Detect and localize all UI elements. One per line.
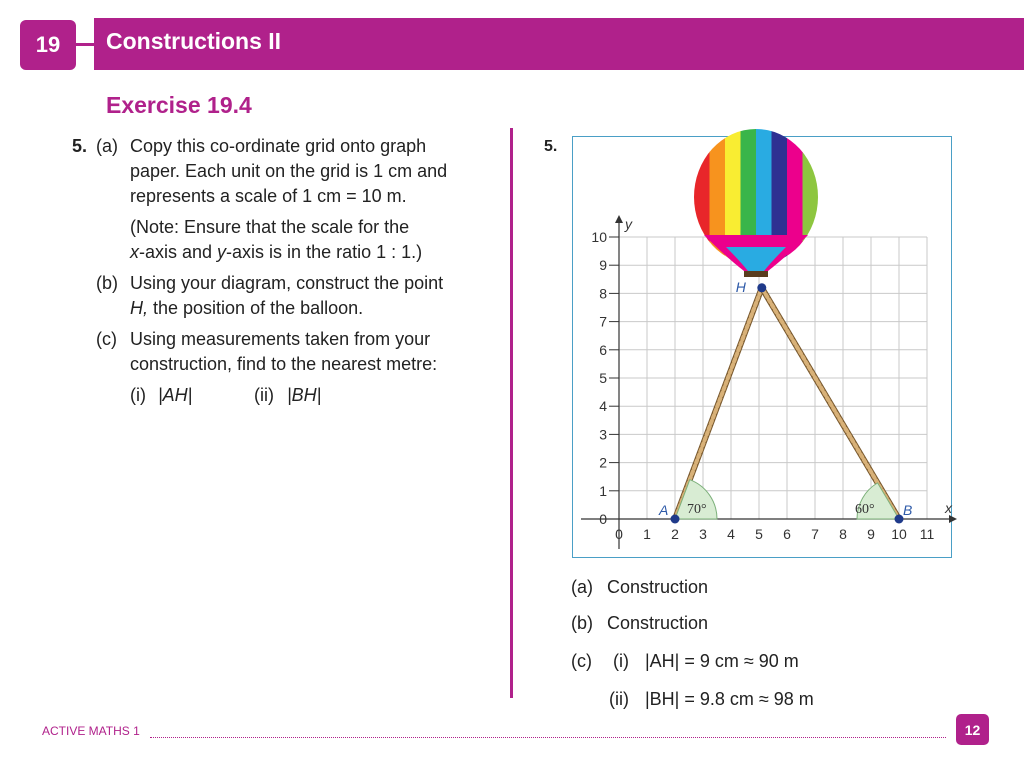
point-h-label: H <box>735 278 746 295</box>
sub-ii-label: (ii) <box>254 385 274 405</box>
page-number-badge <box>956 714 989 745</box>
note-line1: (Note: Ensure that the scale for the <box>130 217 410 237</box>
part-c-label: (c) <box>96 329 117 349</box>
chapter-connector <box>76 43 96 46</box>
sub-ii-value: |BH| <box>287 385 322 405</box>
part-a-line2: paper. Each unit on the grid is 1 cm and <box>130 161 448 181</box>
exercise-title: Exercise 19.4 <box>106 92 252 118</box>
part-a-text <box>130 134 447 209</box>
part-a-line3: represents a scale of 1 cm = 10 m. <box>130 186 407 206</box>
part-b-text <box>130 271 443 321</box>
y-tick-label: 7 <box>599 313 607 330</box>
point-a-label: A <box>659 502 669 518</box>
page-number: 12 <box>964 721 981 738</box>
balloon-stripe <box>787 129 803 279</box>
part-c-line1: Using measurements taken from your <box>130 329 431 349</box>
x-tick-label: 1 <box>643 526 651 542</box>
footer-dotted-line <box>150 737 946 738</box>
balloon-diagram <box>572 136 952 558</box>
answer-c-ii-text: |BH| = 9.8 cm ≈ 98 m <box>645 689 814 709</box>
part-b-point: H, <box>130 298 148 318</box>
note-pre: -axis and <box>139 242 218 262</box>
y-tick-label: 10 <box>591 229 607 245</box>
sub-i-label: (i) <box>130 385 146 405</box>
part-a-line1: Copy this co-ordinate grid onto graph <box>130 136 427 156</box>
footer-book-title: ACTIVE MATHS 1 <box>42 724 140 738</box>
answer-c-i-label: (i) <box>613 651 629 671</box>
answer-a-text: Construction <box>607 577 709 597</box>
x-tick-label: 3 <box>699 526 707 542</box>
x-axis-label: x <box>945 500 952 516</box>
answer-c-label: (c) <box>571 651 592 671</box>
y-tick-label: 0 <box>599 511 607 527</box>
answer-c-ii-label: (ii) <box>609 689 629 709</box>
answer-b-label: (b) <box>571 613 593 633</box>
note-x: x <box>130 242 139 262</box>
part-b-line2 <box>130 296 443 321</box>
x-axis-arrow <box>949 515 957 523</box>
chapter-title: Constructions II <box>106 28 282 54</box>
answer-b-text: Construction <box>607 613 709 633</box>
question-number: 5. <box>72 136 88 156</box>
x-tick-label: 0 <box>615 526 623 542</box>
y-tick-label: 4 <box>599 398 607 415</box>
answer-a-label: (a) <box>571 577 593 597</box>
point-a-dot <box>671 515 680 524</box>
point-b-label: B <box>903 502 913 518</box>
part-b-line2-rest: the position of the balloon. <box>148 298 364 318</box>
part-c-text <box>130 327 437 377</box>
balloon-stripe <box>694 129 710 279</box>
y-tick-label: 2 <box>599 454 607 471</box>
angle-b-label: 60° <box>855 502 875 517</box>
hot-air-balloon <box>694 129 819 279</box>
balloon-basket <box>744 271 768 277</box>
answer-number: 5. <box>544 138 558 155</box>
balloon-stripe <box>803 129 819 279</box>
sub-i-value: |AH| <box>158 385 193 405</box>
y-axis-arrow <box>615 215 623 223</box>
y-tick-label: 6 <box>599 341 607 358</box>
y-tick-label: 5 <box>599 370 607 386</box>
point-h-dot <box>757 283 766 292</box>
answer-c-i-text: |AH| = 9 cm ≈ 90 m <box>645 651 799 671</box>
diagram-svg <box>573 137 951 557</box>
x-tick-label: 11 <box>919 526 935 542</box>
x-tick-label: 7 <box>811 526 819 542</box>
column-divider <box>510 128 513 698</box>
note-y: y <box>217 242 227 262</box>
x-tick-label: 4 <box>727 526 735 542</box>
y-tick-label: 3 <box>599 426 607 443</box>
note-mid: -axis is in the ratio 1 : 1.) <box>226 242 423 262</box>
part-a-label: (a) <box>96 136 118 156</box>
note-text <box>130 215 422 265</box>
note-line2 <box>130 240 422 265</box>
y-tick-label: 8 <box>599 285 607 302</box>
balloon-stripe <box>710 129 726 279</box>
chapter-number-badge <box>20 20 76 70</box>
x-tick-label: 8 <box>839 526 847 542</box>
y-tick-label: 1 <box>599 482 607 499</box>
part-b-line1: Using your diagram, construct the point <box>130 273 444 293</box>
x-tick-label: 10 <box>891 526 907 542</box>
chapter-number: 19 <box>35 32 61 57</box>
x-tick-label: 2 <box>671 526 679 542</box>
y-axis-label: y <box>625 216 632 232</box>
x-tick-label: 9 <box>867 526 875 542</box>
part-c-line2: construction, find to the nearest metre: <box>130 354 438 374</box>
x-tick-label: 6 <box>783 526 791 542</box>
angle-a-label: 70° <box>687 502 707 517</box>
y-tick-label: 9 <box>599 257 607 274</box>
grid-lines <box>619 237 927 519</box>
x-tick-label: 5 <box>755 526 763 542</box>
part-b-label: (b) <box>96 273 118 293</box>
